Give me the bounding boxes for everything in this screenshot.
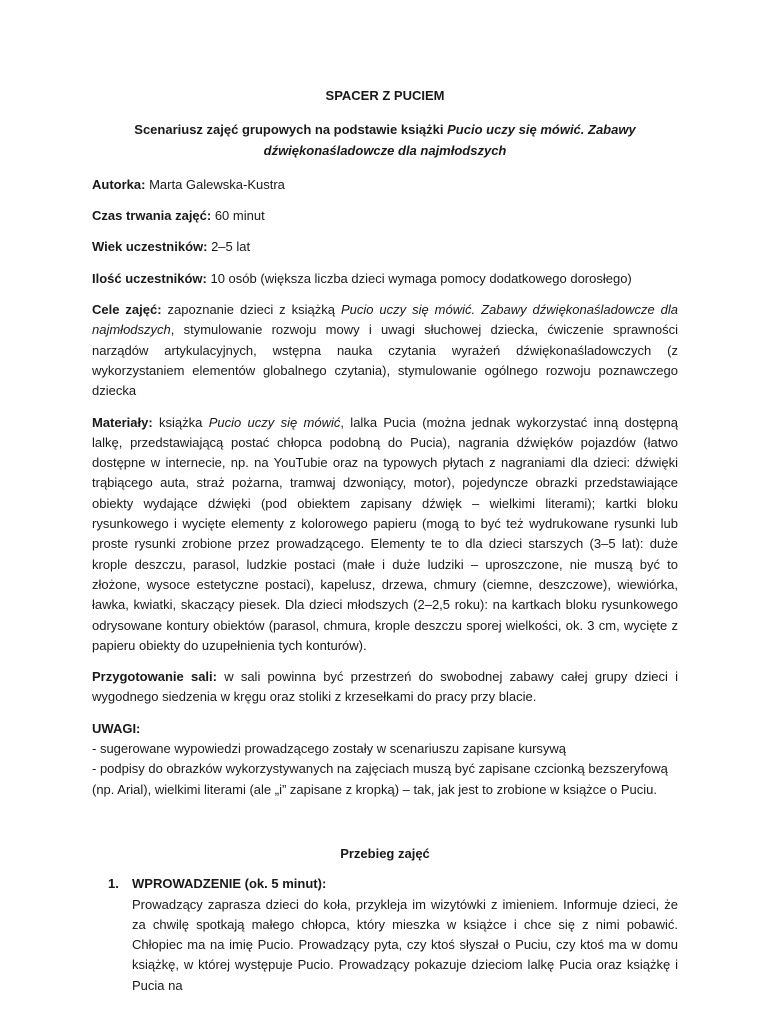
- count-field: [92, 269, 678, 289]
- document-subtitle: [92, 120, 678, 161]
- subtitle-book-title: Pucio uczy się mówić. Zabawy dźwiękonaśladowcze dla najmłodszych: [263, 122, 636, 158]
- age-field: [92, 237, 678, 257]
- notes-heading: UWAGI:: [92, 720, 141, 736]
- count-label: Ilość uczestników:: [92, 270, 207, 286]
- goals-book-title: Pucio uczy się mówić. Zabawy dźwiękonaśladowcze dla najmłodszych: [92, 302, 678, 338]
- age-label: Wiek uczestników:: [92, 239, 208, 255]
- author-label: Autorka:: [92, 176, 146, 192]
- count-value: 10 osób (większa liczba dzieci wymaga pomocy dodatkowego dorosłego): [206, 270, 632, 286]
- step-title: WPROWADZENIE (ok. 5 minut):: [132, 876, 327, 892]
- room-text: w sali powinna być przestrzeń do swobodnej zabawy całej grupy dzieci i wygodnego siedzenia w kręgu oraz stoliki z krzesełkami do pracy przy blacie.: [92, 669, 678, 705]
- document-title: SPACER Z PUCIEM: [325, 88, 445, 103]
- duration-value: 60 minut: [211, 208, 265, 224]
- duration-label: Czas trwania zajęć:: [92, 208, 212, 224]
- materials-text-1: książka: [152, 414, 209, 430]
- goals-text-2: , stymulowanie rozwoju mowy i uwagi słuchowej dziecka, ćwiczenie sprawności narządów artykulacyjnych, wstępna nauka czytania wyrażeń dźwiękonaśladowczych (z wykorzystaniem elementów globalnego czytania), stymulowanie ogólnego rozwoju poznawczego dziecka: [92, 322, 678, 399]
- document-page: [92, 86, 678, 996]
- room-label: Przygotowanie sali:: [92, 669, 217, 685]
- step-text: Prowadzący zaprasza dzieci do koła, przykleja im wizytówki z imieniem. Informuje dzieci, że za chwilę spotkają małego chłopca, który mieszka w książce i chce się z nimi pobawić. Chłopiec ma na imię Pucio. Prowadzący pyta, czy ktoś słyszał o Puciu, czy ktoś ma w domu książkę, w której występuje Pucio. Prowadzący pokazuje dzieciom lalkę Pucia oraz książkę i Pucia na: [132, 896, 678, 993]
- materials-book-title: Pucio uczy się mówić: [208, 414, 341, 430]
- notes-block: [92, 719, 678, 800]
- notes-line-2: - podpisy do obrazków wykorzystywanych na zajęciach muszą być zapisane czcionką bezszeryfową (np. Arial), wielkimi literami (ale „i” zapisane z kropką) – tak, jak jest to zrobione w książce o Puciu.: [92, 761, 668, 797]
- subtitle-prefix: Scenariusz zajęć grupowych na podstawie książki: [134, 122, 448, 138]
- author-field: [92, 175, 678, 195]
- materials-label: Materiały:: [92, 414, 153, 430]
- materials-paragraph: [92, 413, 678, 657]
- materials-text-2: , lalka Pucia (można jednak wykorzystać inną dostępną lalkę, przedstawiającą postać chłopca podobną do Pucia), nagrania dźwięków pojazdów (łatwo dostępne w internecie, np. na YouTubie oraz na typowych płytach z nagraniami dla dzieci: dźwięki trąbiącego auta, straż pożarna, tramwaj dzwoniący, motor), pojedyncze obrazki przedstawiające obiekty wydające dźwięki (pod obiektem zapisany dźwięk – wielkimi literami); kartki bloku rysunkowego i wycięte elementy z kolorowego papieru (mogą to być też wydrukowane rysunki lub proste rysunki zrobione przez prowadzącego. Elementy te to dla dzieci starszych (3–5 lat): duże krople deszczu, parasol, ludzkie postaci (małe i duże ludziki – uproszczone, nie muszą być to złożone, wysoce estetyczne postaci), kapelusz, drzewa, chmury (ciemne, deszczowe), wiewiórka, ławka, kwiatki, skaczący piesek. Dla dzieci młodszych (2–2,5 roku): na kartkach bloku rysunkowego odrysowane kontury obiektów (parasol, chmura, krople deszczu sporej wielkości, ok. 3 cm, wycięte z papieru obiekty do uzupełnienia tych konturów).: [92, 414, 678, 653]
- author-value: Marta Galewska-Kustra: [145, 176, 285, 192]
- room-paragraph: [92, 667, 678, 708]
- course-heading: Przebieg zajęć: [340, 845, 430, 861]
- goals-label: Cele zajęć:: [92, 302, 162, 318]
- age-value: 2–5 lat: [207, 239, 251, 255]
- notes-line-1: - sugerowane wypowiedzi prowadzącego zostały w scenariuszu zapisane kursywą: [92, 741, 567, 757]
- duration-field: [92, 206, 678, 226]
- step-number: 1.: [108, 876, 119, 892]
- course-step: [92, 874, 678, 996]
- goals-paragraph: [92, 300, 678, 401]
- goals-text-1: zapoznanie dzieci z książką: [161, 302, 341, 318]
